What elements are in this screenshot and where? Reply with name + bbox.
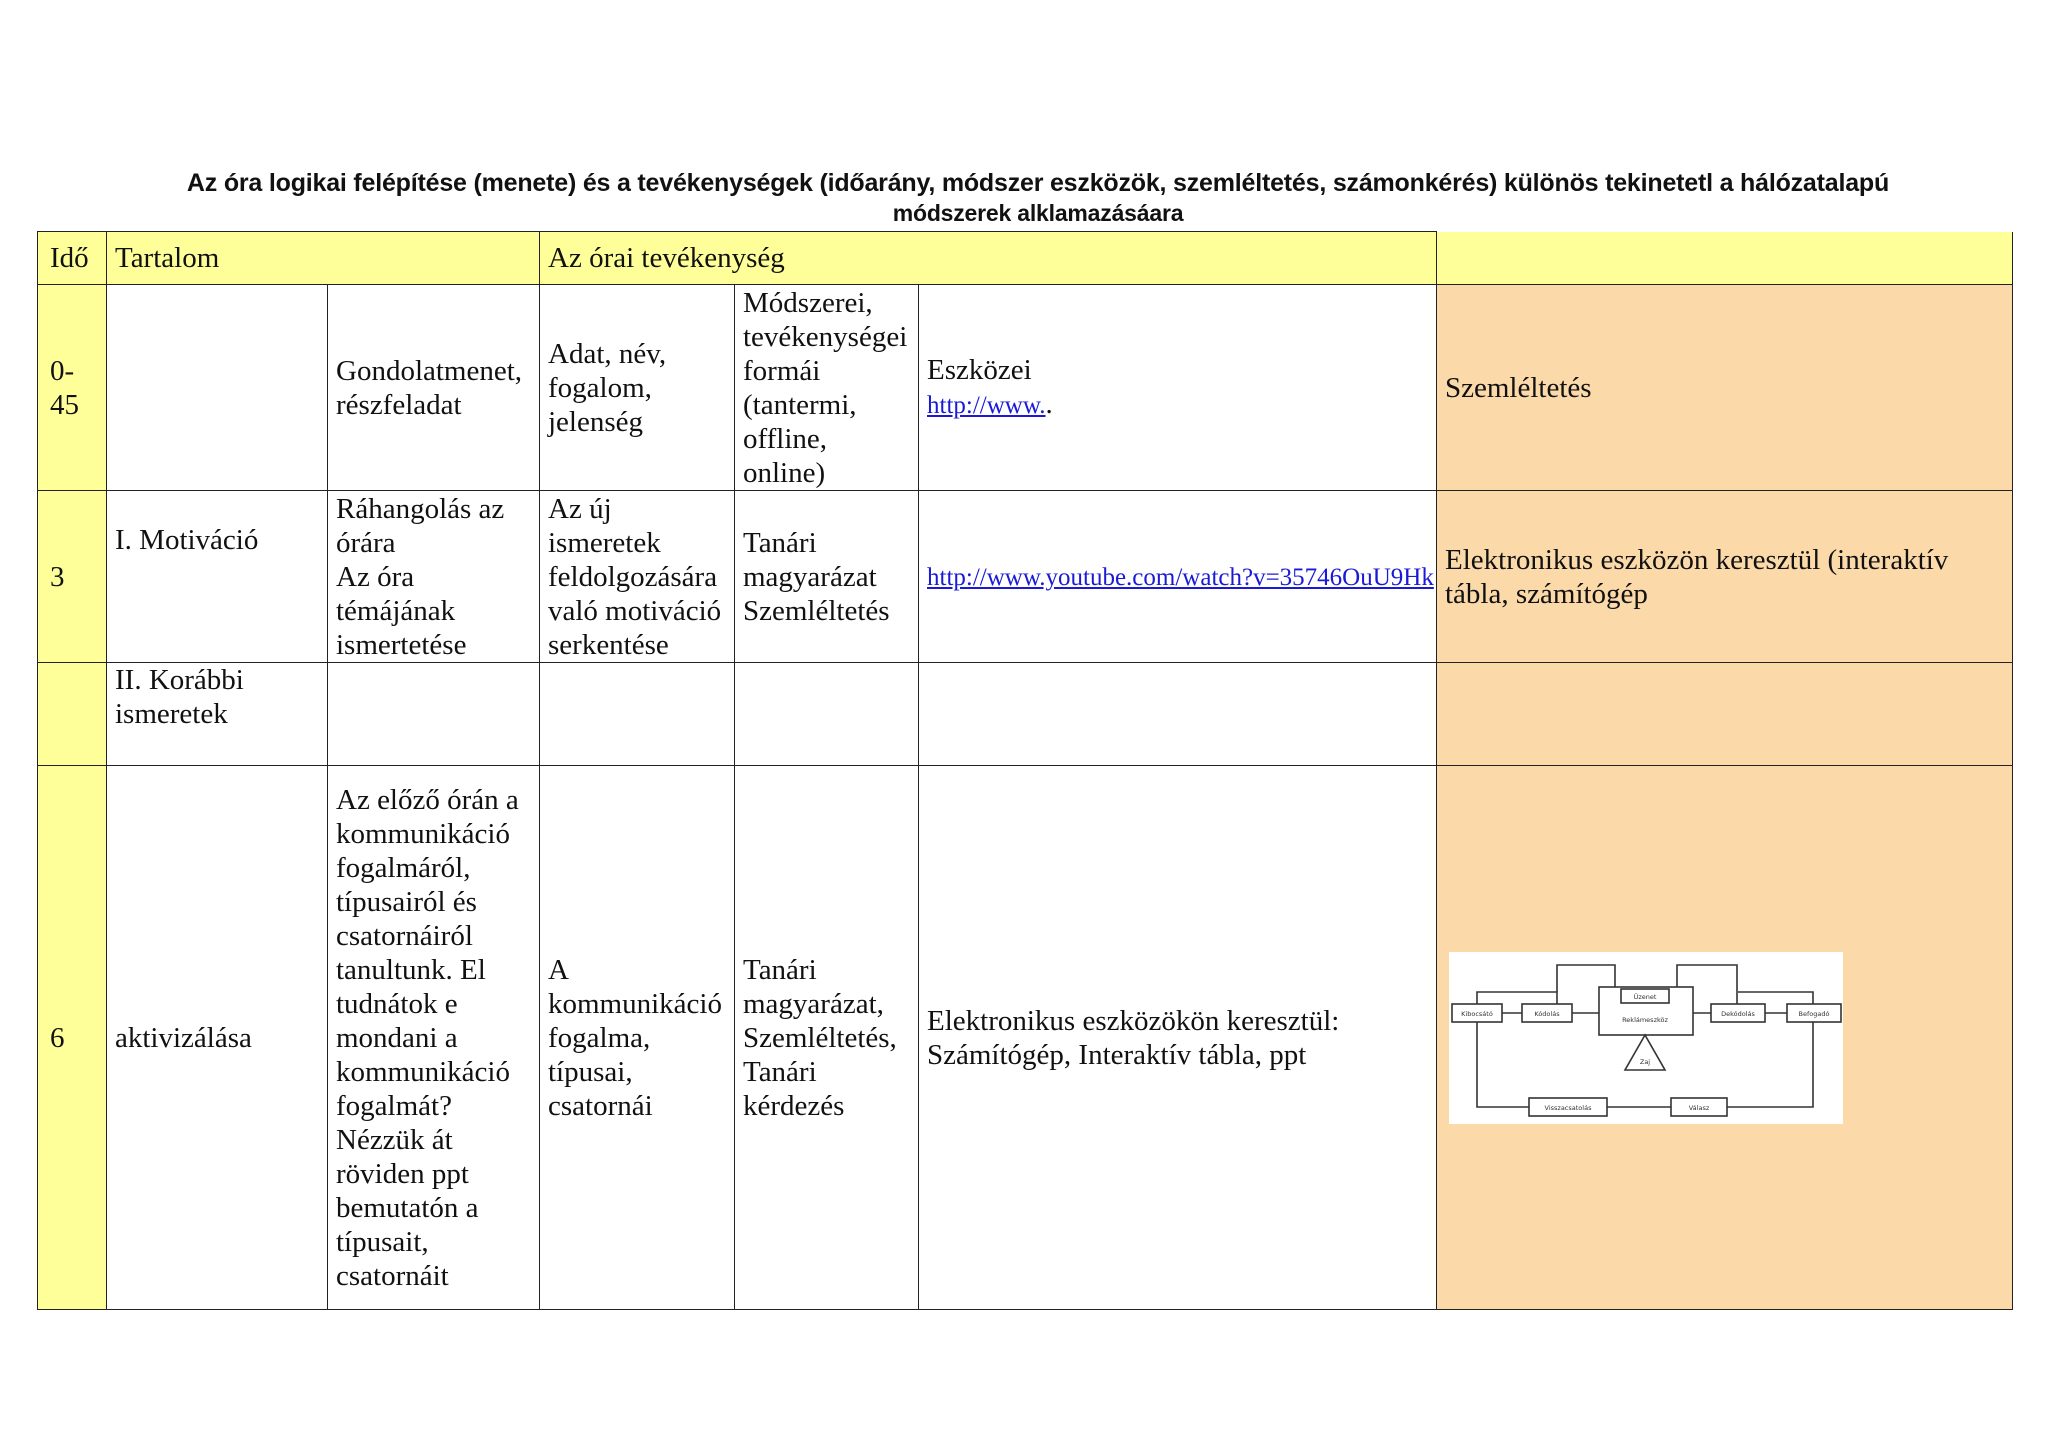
cell-szemleltetes xyxy=(1437,766,2013,1310)
cell-eszkozei: Elektronikus eszközökön keresztül: Számítógép, Interaktív tábla, ppt xyxy=(919,766,1437,1310)
diagram-label: Kódolás xyxy=(1534,1009,1560,1018)
cell-szemleltetes xyxy=(1437,663,2013,766)
diagram-label: Befogadó xyxy=(1798,1009,1830,1018)
cell-adat: A kommunikáció fogalma, típusai, csatornái xyxy=(540,766,735,1310)
cell-tartalom: I. Motiváció xyxy=(107,491,328,663)
header-tevekenyseg: Az órai tevékenység xyxy=(540,232,1437,285)
cell-gondolatmenet xyxy=(328,663,540,766)
cell-modszerei: Tanári magyarázat Szemléltetés xyxy=(735,491,919,663)
diagram-label: Válasz xyxy=(1688,1103,1710,1112)
cell-eszkozei xyxy=(919,663,1437,766)
cell-eszkozei xyxy=(919,491,1437,663)
cell-modszerei: Tanári magyarázat, Szemléltetés, Tanári kérdezés xyxy=(735,766,919,1310)
cell-adat: Az új ismeretek feldolgozására való motiváció serkentése xyxy=(540,491,735,663)
cell-szemleltetes: Elektronikus eszközön keresztül (interaktív tábla, számítógép xyxy=(1437,491,2013,663)
title-line-2: módszerek alklamazásáara xyxy=(892,200,1184,226)
diagram-label: Reklámeszköz xyxy=(1622,1015,1668,1024)
cell-adat: Adat, név, fogalom, jelenség xyxy=(540,285,735,491)
table-row xyxy=(38,663,2013,766)
eszkozei-link[interactable]: http://www. xyxy=(927,391,1046,419)
diagram-label: Üzenet xyxy=(1633,992,1657,1001)
table-header-row xyxy=(38,232,2013,285)
diagram-label: Visszacsatolás xyxy=(1544,1103,1592,1112)
header-blank xyxy=(1437,232,2013,285)
cell-adat xyxy=(540,663,735,766)
cell-eszkozei xyxy=(919,285,1437,491)
lesson-plan-table xyxy=(37,231,2013,1310)
document-title xyxy=(40,166,2036,226)
diagram-label: Dekódolás xyxy=(1721,1009,1755,1018)
link-trailing-dot: . xyxy=(1045,387,1053,420)
table-row xyxy=(38,285,2013,491)
header-ido: Idő xyxy=(38,232,107,285)
table-row xyxy=(38,766,2013,1310)
diagram-label: Kibocsátó xyxy=(1461,1009,1493,1018)
cell-modszerei xyxy=(735,663,919,766)
cell-ido: 6 xyxy=(38,766,107,1310)
cell-gondolatmenet: Az előző órán a kommunikáció fogalmáról, típusairól és csatornáiról tanultunk. El tudnátok e mondani a kommunikáció fogalmát? Nézzük át röviden ppt bemutatón a típusait, csatornáit xyxy=(328,766,540,1310)
diagram-label: Zaj xyxy=(1639,1057,1651,1066)
cell-ido: 3 xyxy=(38,491,107,663)
cell-ido xyxy=(38,663,107,766)
cell-tartalom xyxy=(107,285,328,491)
cell-tartalom: II. Korábbi ismeretek xyxy=(107,663,328,766)
cell-tartalom: aktivizálása xyxy=(107,766,328,1310)
cell-modszerei: Módszerei, tevékenységei formái (tantermi, offline, online) xyxy=(735,285,919,491)
youtube-link[interactable]: http://www.youtube.com/watch?v=35746OuU9Hk xyxy=(927,563,1434,591)
eszkozei-label: Eszközei xyxy=(927,353,1032,386)
cell-gondolatmenet: Gondolatmenet, részfeladat xyxy=(328,285,540,491)
title-line-1: Az óra logikai felépítése (menete) és a tevékenységek (időarány, módszer eszközök, szemléltetés, számonkérés) különös tekinetetl a hálózatalapú xyxy=(186,169,1890,197)
cell-gondolatmenet: Ráhangolás az órára Az óra témájának ismertetése xyxy=(328,491,540,663)
cell-ido: 0- 45 xyxy=(38,285,107,491)
header-tartalom: Tartalom xyxy=(107,232,540,285)
table-row xyxy=(38,491,2013,663)
communication-model-diagram xyxy=(1449,952,1843,1124)
cell-szemleltetes: Szemléltetés xyxy=(1437,285,2013,491)
